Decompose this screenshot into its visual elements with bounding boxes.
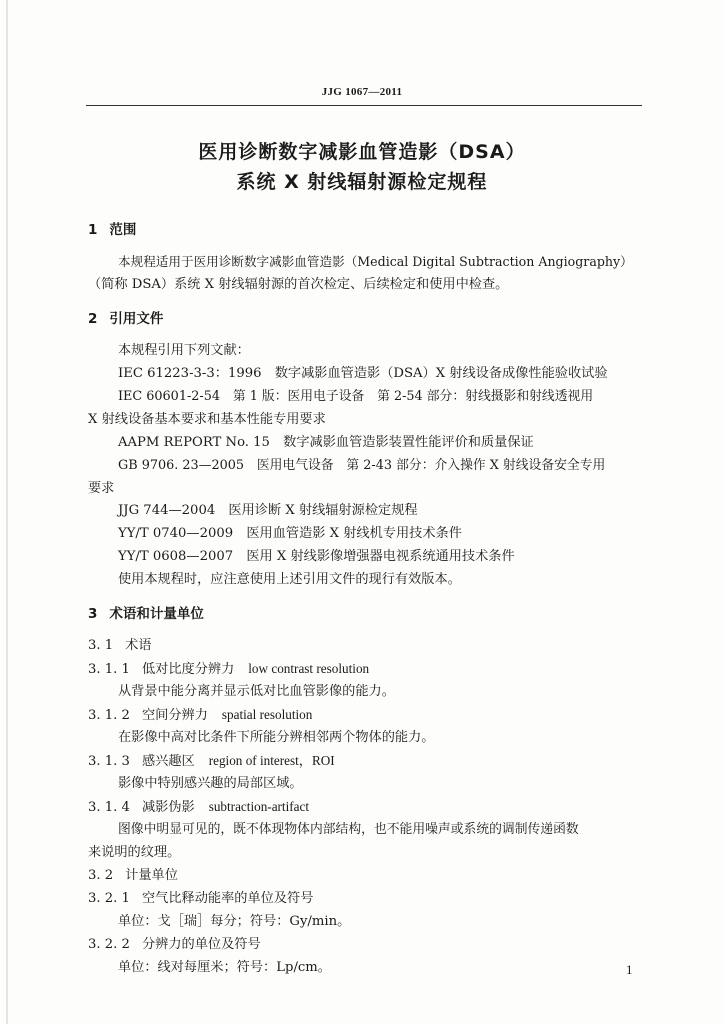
clause-number: 3. 1 bbox=[88, 638, 114, 653]
section-number: 1 bbox=[88, 222, 98, 238]
reference-item: GB 9706. 23—2005 医用电气设备 第 2-43 部分：介入操作 X 射线设备安全专用 bbox=[118, 458, 606, 473]
section-title: 范围 bbox=[109, 222, 137, 238]
units-3-2-1 bbox=[88, 891, 313, 907]
term-definition: 影像中特别感兴趣的局部区域。 bbox=[118, 776, 303, 791]
term-chinese: 低对比度分辨力 bbox=[141, 662, 235, 677]
clause-number: 3. 2. 2 bbox=[88, 937, 130, 952]
term-chinese: 空间分辨力 bbox=[141, 708, 208, 723]
section-title: 术语和计量单位 bbox=[109, 606, 204, 622]
term-definition: 图像中明显可见的，既不体现物体内部结构，也不能用噪声或系统的调制传递函数 bbox=[118, 822, 579, 837]
unit-definition: 单位：线对每厘米；符号：Lp/cm。 bbox=[118, 960, 331, 975]
clause-title: 术语 bbox=[125, 638, 152, 653]
clause-title: 分辨力的单位及符号 bbox=[141, 937, 261, 952]
clause-number: 3. 1. 4 bbox=[88, 800, 130, 815]
page-number: 1 bbox=[626, 962, 633, 977]
section-3-heading bbox=[88, 606, 204, 622]
scope-line-2: （简称 DSA）系统 X 射线辐射源的首次检定、后续检定和使用中检查。 bbox=[88, 277, 509, 292]
references-intro: 本规程引用下列文献： bbox=[118, 343, 250, 358]
term-chinese: 减影伪影 bbox=[141, 800, 195, 815]
title-line-1: 医用诊断数字减影血管造影（DSA） bbox=[198, 141, 526, 163]
section-2-heading bbox=[88, 311, 163, 327]
reference-item-cont: 要求 bbox=[88, 481, 115, 496]
section-number: 3 bbox=[88, 606, 98, 622]
term-3-1-2 bbox=[88, 707, 312, 724]
title-line-2: 系统 X 射线辐射源检定规程 bbox=[236, 171, 488, 193]
header-code: JJG 1067—2011 bbox=[321, 86, 403, 98]
term-definition: 从背景中能分离并显示低对比血管影像的能力。 bbox=[118, 684, 395, 699]
term-3-1-4 bbox=[88, 799, 309, 816]
clause-title: 空气比释动能率的单位及符号 bbox=[141, 891, 314, 906]
reference-item: JJG 744—2004 医用诊断 X 射线辐射源检定规程 bbox=[118, 503, 418, 518]
scope-line-1: 本规程适用于医用诊断数字减影血管造影（Medical Digital Subtraction Angiography） bbox=[118, 254, 633, 269]
unit-definition: 单位：戈［瑞］每分；符号：Gy/min。 bbox=[118, 914, 351, 929]
reference-item: AAPM REPORT No. 15 数字减影血管造影装置性能评价和质量保证 bbox=[118, 435, 534, 450]
section-title: 引用文件 bbox=[109, 311, 164, 327]
reference-item: YY/T 0740—2009 医用血管造影 X 射线机专用技术条件 bbox=[118, 526, 462, 541]
term-english: low contrast resolution bbox=[248, 661, 370, 676]
clause-number: 3. 1. 2 bbox=[88, 708, 130, 723]
reference-item: YY/T 0608—2007 医用 X 射线影像增强器电视系统通用技术条件 bbox=[118, 549, 515, 564]
clause-number: 3. 1. 3 bbox=[88, 754, 130, 769]
clause-number: 3. 2. 1 bbox=[88, 891, 130, 906]
reference-item-cont: X 射线设备基本要求和基本性能专用要求 bbox=[88, 412, 326, 427]
clause-number: 3. 1. 1 bbox=[88, 662, 130, 677]
section-1-heading bbox=[88, 222, 136, 238]
term-3-1 bbox=[88, 638, 152, 654]
references-note: 使用本规程时，应注意使用上述引用文件的现行有效版本。 bbox=[118, 572, 461, 587]
term-3-1-3 bbox=[88, 753, 335, 770]
term-3-1-1 bbox=[88, 661, 369, 678]
units-3-2 bbox=[88, 868, 178, 884]
term-definition: 在影像中高对比条件下所能分辨相邻两个物体的能力。 bbox=[118, 730, 435, 745]
units-3-2-2 bbox=[88, 937, 261, 953]
term-english: spatial resolution bbox=[221, 707, 313, 722]
clause-number: 3. 2 bbox=[88, 868, 114, 883]
term-definition-cont: 来说明的纹理。 bbox=[88, 845, 181, 860]
reference-item: IEC 60601-2-54 第 1 版：医用电子设备 第 2-54 部分：射线摄影和射线透视用 bbox=[118, 389, 594, 404]
term-chinese: 感兴趣区 bbox=[141, 754, 195, 769]
section-number: 2 bbox=[88, 311, 98, 327]
header-rule bbox=[86, 105, 642, 106]
reference-item: IEC 61223-3-3：1996 数字减影血管造影（DSA）X 射线设备成像性能验收试验 bbox=[118, 366, 608, 381]
term-english: subtraction-artifact bbox=[208, 799, 310, 814]
clause-title: 计量单位 bbox=[125, 868, 178, 883]
term-english: region of interest，ROI bbox=[208, 753, 335, 768]
